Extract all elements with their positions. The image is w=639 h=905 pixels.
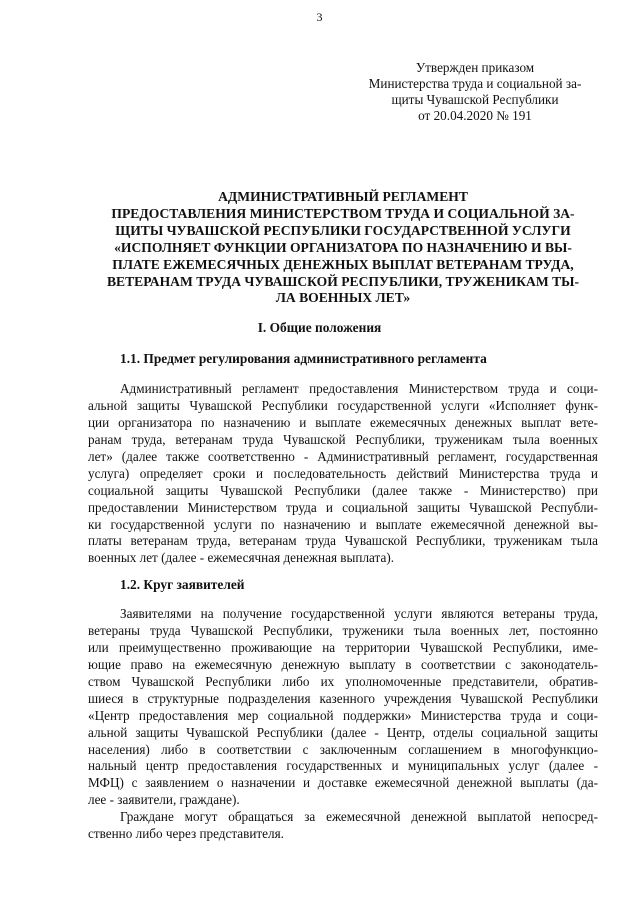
paragraph-line: или преимущественно проживающие на территории Чувашской Республики, име- xyxy=(88,639,598,655)
document-title xyxy=(88,189,598,307)
paragraph-line: лет» (далее также соответственно - Административный регламент, государственная xyxy=(88,448,598,464)
paragraph-line: ющие право на ежемесячную денежную выплату в соответствии с законодатель- xyxy=(88,656,598,672)
paragraph-line: «Центр предоставления мер социальной поддержки» Министерства труда и соци- xyxy=(88,707,598,723)
approval-line: от 20.04.2020 № 191 xyxy=(418,108,532,123)
paragraph-line: шиеся в структурные подразделения казенного учреждения Чувашской Республики xyxy=(88,690,598,706)
subsection-heading-1-2: 1.2. Круг заявителей xyxy=(120,577,245,592)
paragraph-line: Административный регламент предоставления Министерством труда и соци- xyxy=(120,381,598,396)
paragraph-line: услуга) определяет сроки и последовательность действий Министерства труда и xyxy=(88,465,598,481)
paragraph-line: Заявителями на получение государственной услуги являются ветераны труда, xyxy=(120,606,598,621)
paragraph-subject-of-regulation xyxy=(88,381,598,567)
approval-line: Министерства труда и социальной за- xyxy=(368,76,582,91)
paragraph-line: платы ветеранам труда, ветеранам труда Чувашской Республики, труженикам тыла xyxy=(88,533,598,549)
paragraph-line: социальной защиты Чувашской Республики (далее также - Министерство) при xyxy=(88,482,598,498)
paragraph-line: ранам труда, ветеранам труда Чувашской Республики, труженикам тыла военных xyxy=(88,431,598,447)
paragraph-line: ции организатора по назначению и выплате ежемесячных денежных выплат вете- xyxy=(88,414,598,430)
title-line: ЛА ВОЕННЫХ ЛЕТ» xyxy=(275,290,411,306)
paragraph-line: МФЦ) с заявлением о назначении и доставке ежемесячной денежной выплаты (да- xyxy=(88,775,598,791)
paragraph-applicants xyxy=(88,606,598,809)
title-line: АДМИНИСТРАТИВНЫЙ РЕГЛАМЕНТ xyxy=(218,189,468,204)
paragraph-representative xyxy=(88,809,598,843)
title-line: ЩИТЫ ЧУВАШСКОЙ РЕСПУБЛИКИ ГОСУДАРСТВЕННОЙ УСЛУГИ xyxy=(115,222,571,238)
paragraph-line: лее - заявители, граждане). xyxy=(88,792,240,808)
paragraph-line: альной защиты Чувашской Республики государственной услуги «Исполняет функ- xyxy=(88,397,598,413)
title-line: ПРЕДОСТАВЛЕНИЯ МИНИСТЕРСТВОМ ТРУДА И СОЦИАЛЬНОЙ ЗА- xyxy=(111,205,575,221)
paragraph-line: ственно либо через представителя. xyxy=(88,825,284,841)
paragraph-line: Граждане могут обращаться за ежемесячной денежной выплатой непосред- xyxy=(120,809,598,824)
page-number: 3 xyxy=(316,10,323,24)
approval-line: Утвержден приказом xyxy=(415,60,535,75)
paragraph-line: населения) либо в соответствии с заключенным соглашением в многофункцио- xyxy=(88,741,598,757)
title-line: ПЛАТЕ ЕЖЕМЕСЯЧНЫХ ДЕНЕЖНЫХ ВЫПЛАТ ВЕТЕРАНАМ ТРУДА, xyxy=(112,256,574,272)
paragraph-line: предоставлении Министерством труда и социальной защиты Чувашской Республи- xyxy=(88,499,598,515)
paragraph-line: ством Чувашской Республики либо их уполномоченные представители, обратив- xyxy=(88,673,598,689)
paragraph-line: военных лет (далее - ежемесячная денежная выплата). xyxy=(88,550,395,566)
paragraph-line: ветераны труда Чувашской Республики, труженики тыла военных лет, постоянно xyxy=(88,622,598,638)
paragraph-line: альной защиты Чувашской Республики (далее - Центр, отделы социальной защиты xyxy=(88,724,598,740)
title-line: ВЕТЕРАНАМ ТРУДА ЧУВАШСКОЙ РЕСПУБЛИКИ, ТРУЖЕНИКАМ ТЫ- xyxy=(106,273,580,289)
subsection-heading-1-1: 1.1. Предмет регулирования административного регламента xyxy=(120,351,487,366)
approval-stamp xyxy=(355,60,595,124)
paragraph-line: ки государственной услуги по назначению и выплате ежемесячной денежной вы- xyxy=(88,516,598,532)
approval-line: щиты Чувашской Республики xyxy=(391,92,559,107)
section-heading: I. Общие положения xyxy=(257,320,382,335)
paragraph-line: нальный центр предоставления государственных и муниципальных услуг (далее - xyxy=(88,758,598,774)
title-line: «ИСПОЛНЯЕТ ФУНКЦИИ ОРГАНИЗАТОРА ПО НАЗНАЧЕНИЮ И ВЫ- xyxy=(114,239,572,255)
